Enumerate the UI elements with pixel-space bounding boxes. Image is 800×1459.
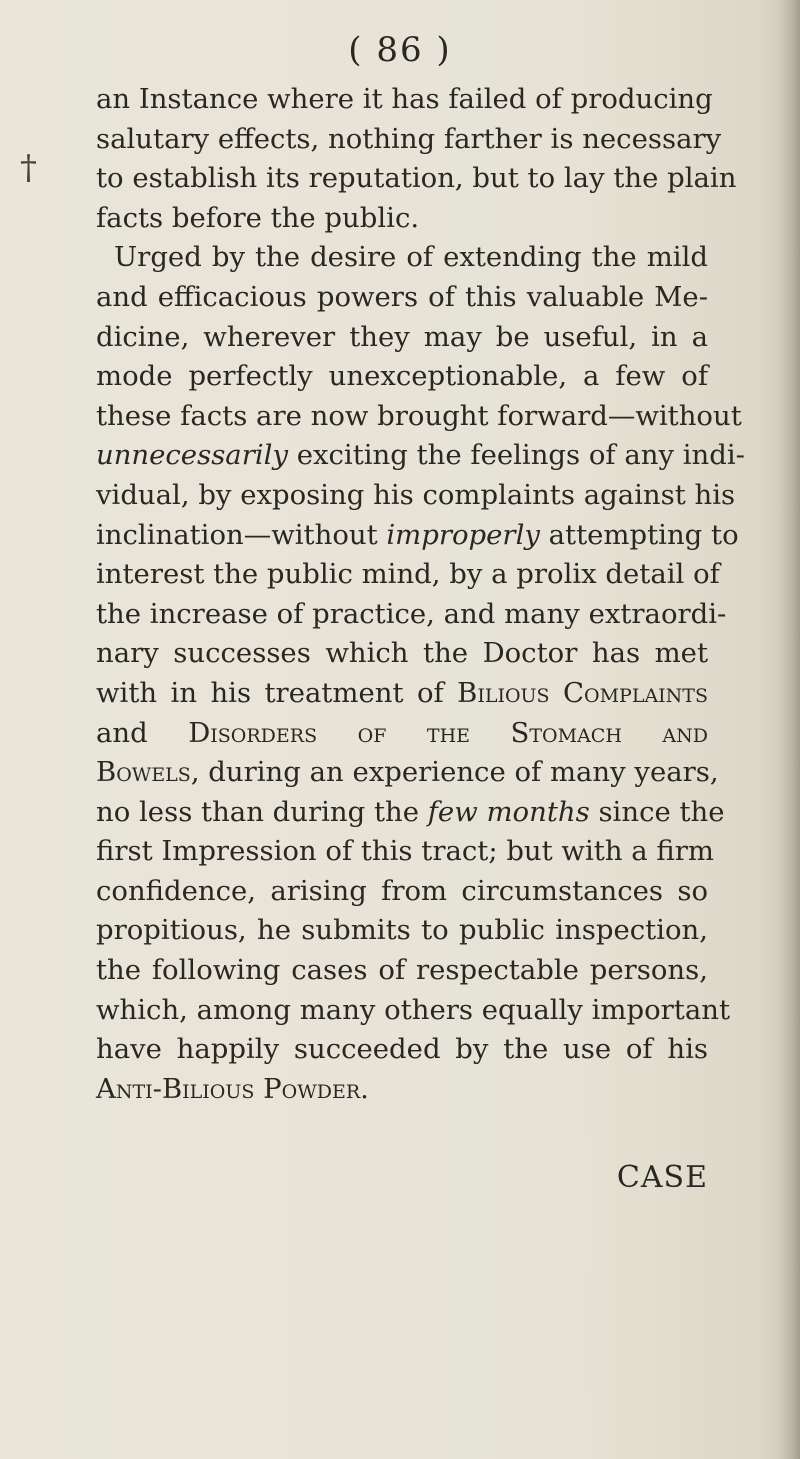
text-rest: since the [589, 795, 725, 828]
text-line [96, 80, 713, 120]
text-line [96, 1030, 708, 1070]
text-italic: unnecessarily [96, 439, 288, 472]
text-text: which, among many others equally important [96, 993, 731, 1026]
text-pre: inclination—without [96, 518, 387, 551]
text-line [96, 476, 736, 516]
text-line [96, 436, 745, 476]
text-line [96, 674, 708, 714]
text-pre: with in his treatment of [96, 676, 458, 709]
text-text: confidence, arising from circumstances so [96, 874, 708, 907]
text-text: an Instance where it has failed of producing [96, 83, 713, 115]
text-italic: improperly [386, 518, 540, 551]
text-text: first Impression of this tract; but with a firm [96, 835, 714, 868]
text-text: mode perfectly unexceptionable, a few of [96, 360, 708, 393]
text-smallcaps: Anti-Bilious Powder. [96, 1072, 369, 1105]
text-pre: and [96, 716, 189, 749]
text-smallcaps: Disorders of the Stomach and [188, 716, 708, 749]
text-line [96, 714, 708, 754]
text-line [96, 595, 727, 635]
text-line [96, 278, 708, 318]
text-line [96, 911, 708, 951]
text-text: facts before the public. [96, 201, 420, 234]
text-line [96, 357, 708, 397]
text-line [96, 120, 722, 160]
text-line [96, 397, 742, 437]
text-line [96, 516, 739, 556]
text-rest: attempting to [539, 518, 739, 551]
margin-mark: † [20, 148, 37, 188]
text-line [96, 753, 719, 793]
text-line [96, 991, 731, 1031]
text-smallcaps: Bilious Complaints [457, 676, 708, 709]
text-line [96, 951, 708, 991]
text-line [96, 872, 708, 912]
text-pre: no less than during the [96, 795, 428, 828]
text-smallcaps: Bowels, [96, 756, 200, 789]
text-line [96, 634, 708, 674]
text-line [96, 318, 708, 358]
text-line [96, 555, 720, 595]
text-line [96, 238, 708, 278]
text-line [96, 159, 737, 199]
text-rest: during an experience of many years, [199, 756, 719, 789]
text-text: the following cases of respectable persons, [96, 954, 708, 987]
text-text: vidual, by exposing his complaints against his [96, 478, 736, 511]
text-italic: few months [427, 795, 590, 828]
text-rest: exciting the feelings of any indi- [287, 439, 745, 472]
text-text: and efficacious powers of this valuable Me- [96, 280, 708, 313]
page-edge-shadow [778, 0, 800, 1459]
page-number: ( 86 ) [348, 30, 452, 70]
text-text: interest the public mind, by a prolix detail of [96, 558, 720, 591]
text-text: to establish its reputation, but to lay the plain [96, 162, 737, 195]
body-text [96, 80, 745, 1109]
text-text: dicine, wherever they may be useful, in a [96, 320, 708, 353]
text-line [96, 793, 725, 833]
text-text: Urged by the desire of extending the mild [114, 241, 708, 274]
text-text: these facts are now brought forward—without [96, 399, 742, 432]
text-text: salutary effects, nothing farther is necessary [96, 122, 722, 155]
text-text: the increase of practice, and many extraordi- [96, 597, 727, 630]
text-text: propitious, he submits to public inspection, [96, 914, 708, 947]
text-text: have happily succeeded by the use of his [96, 1033, 708, 1066]
text-line [96, 832, 714, 872]
text-line [96, 199, 708, 239]
text-text: nary successes which the Doctor has met [96, 637, 708, 670]
catchword: CASE [616, 1160, 708, 1195]
text-line [96, 1070, 708, 1110]
